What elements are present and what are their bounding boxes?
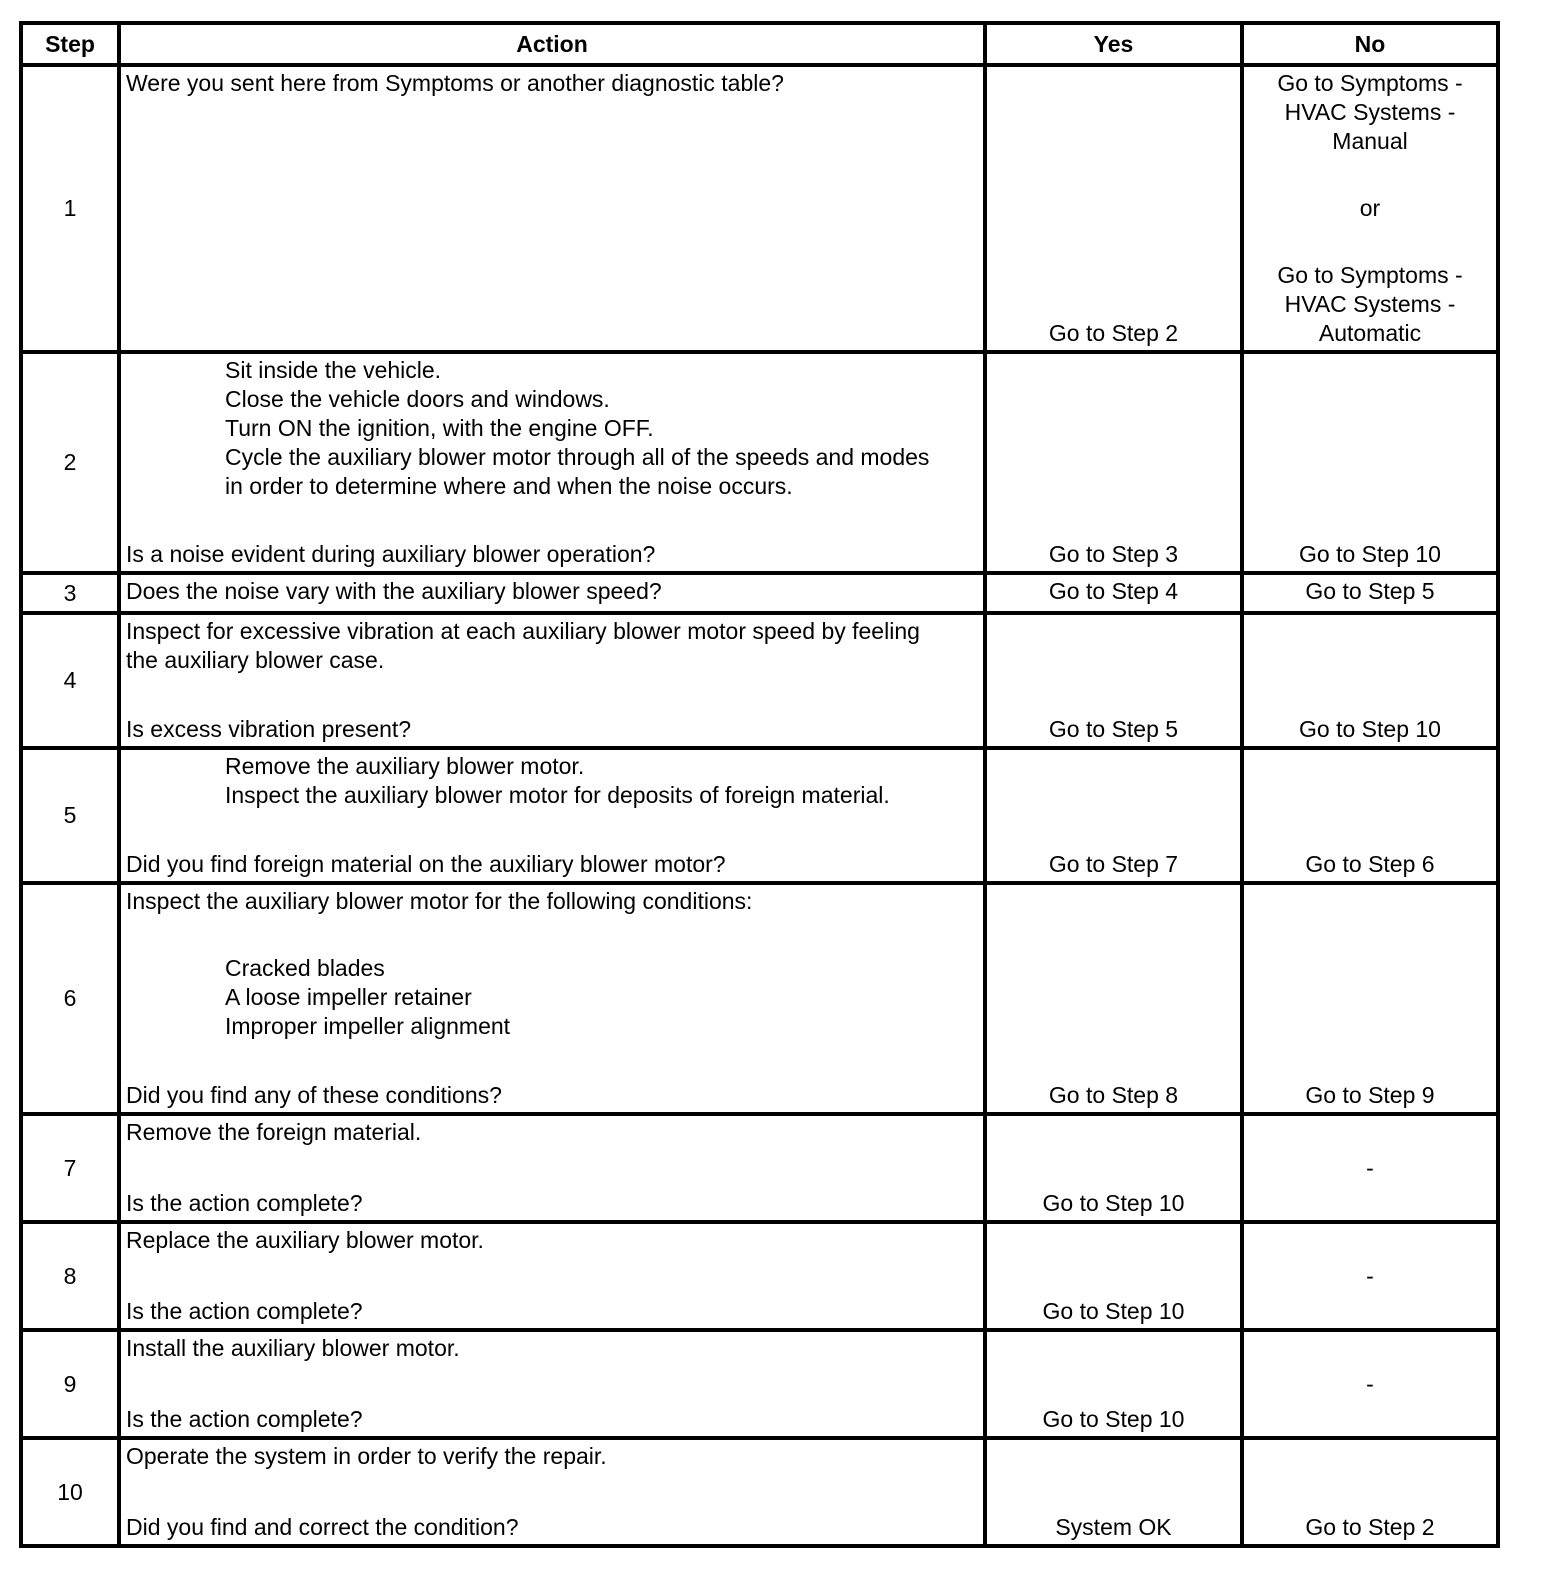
step-number: 7: [21, 1114, 119, 1222]
yes-link[interactable]: Go to Step 7: [1048, 851, 1179, 877]
yes-cell: [985, 748, 1242, 883]
action-cell: [119, 613, 985, 748]
table-row: [21, 748, 1498, 883]
action-text: Were you sent here from Symptoms or another diagnostic table?: [126, 70, 784, 96]
yes-link[interactable]: Go to Step 3: [1048, 541, 1179, 567]
no-link[interactable]: Go to Step 2: [1305, 1514, 1435, 1540]
yes-link[interactable]: Go to Step 10: [1042, 1298, 1185, 1324]
question-text: Is the action complete?: [126, 1190, 363, 1216]
action-text: Remove the foreign material.: [126, 1119, 422, 1145]
no-dash: -: [1366, 1262, 1374, 1289]
no-link[interactable]: Go to Symptoms - HVAC Systems - Automatic: [1277, 262, 1463, 346]
step-number: 4: [21, 613, 119, 748]
no-link[interactable]: Go to Step 9: [1305, 1082, 1435, 1108]
action-cell: [119, 1330, 985, 1438]
step-number: 10: [21, 1438, 119, 1546]
header-step: Step: [21, 23, 119, 65]
action-cell: [119, 748, 985, 883]
table-row: [21, 1114, 1498, 1222]
no-dash: -: [1366, 1154, 1374, 1181]
question-text: Is the action complete?: [126, 1298, 363, 1324]
no-cell: [1242, 573, 1498, 613]
yes-cell: [985, 883, 1242, 1114]
action-text: Install the auxiliary blower motor.: [126, 1335, 460, 1361]
action-cell: [119, 65, 985, 352]
no-link[interactable]: Go to Step 10: [1299, 541, 1441, 567]
yes-cell: [985, 1222, 1242, 1330]
table-row: [21, 883, 1498, 1114]
yes-link[interactable]: Go to Step 10: [1042, 1406, 1185, 1432]
bullet-item: A loose impeller retainer: [225, 984, 472, 1010]
action-cell: [119, 1438, 985, 1546]
bullet-item: Inspect the auxiliary blower motor for deposits of foreign material.: [225, 782, 890, 808]
yes-cell: [985, 65, 1242, 352]
no-cell: [1242, 1222, 1498, 1330]
yes-link[interactable]: Go to Step 5: [1048, 716, 1179, 742]
yes-link[interactable]: Go to Step 8: [1048, 1082, 1179, 1108]
header-yes: Yes: [985, 23, 1242, 65]
no-cell: [1242, 1330, 1498, 1438]
action-cell: [119, 1222, 985, 1330]
question-text: Does the noise vary with the auxiliary blower speed?: [126, 578, 662, 604]
action-text: Inspect the auxiliary blower motor for the following conditions:: [126, 888, 753, 914]
bullet-item: Improper impeller alignment: [225, 1013, 511, 1039]
yes-cell: [985, 1330, 1242, 1438]
bullet-item: Remove the auxiliary blower motor.: [225, 753, 585, 779]
no-cell: [1242, 613, 1498, 748]
question-text: Is excess vibration present?: [126, 716, 412, 742]
step-number: 3: [21, 573, 119, 613]
table-row: [21, 65, 1498, 352]
no-cell: [1242, 65, 1498, 352]
step-number: 5: [21, 748, 119, 883]
bullet-item: Turn ON the ignition, with the engine OFF.: [225, 415, 654, 441]
question-text: Is the action complete?: [126, 1406, 363, 1432]
no-link[interactable]: Go to Step 10: [1299, 716, 1441, 742]
yes-cell: [985, 613, 1242, 748]
table-row: [21, 1438, 1498, 1546]
action-cell: [119, 883, 985, 1114]
no-cell: [1242, 748, 1498, 883]
step-number: 9: [21, 1330, 119, 1438]
step-number: 8: [21, 1222, 119, 1330]
no-cell: [1242, 883, 1498, 1114]
table-row: [21, 1222, 1498, 1330]
header-row: [21, 23, 1498, 65]
bullet-item: Sit inside the vehicle.: [225, 357, 442, 383]
bullet-item: in order to determine where and when the noise occurs.: [225, 473, 793, 499]
action-cell: [119, 573, 985, 613]
no-cell: [1242, 1438, 1498, 1546]
step-number: 2: [21, 352, 119, 573]
table-row: [21, 613, 1498, 748]
yes-link[interactable]: Go to Step 2: [1048, 320, 1179, 346]
header-no: No: [1242, 23, 1498, 65]
yes-link[interactable]: Go to Step 10: [1042, 1190, 1185, 1216]
diagnostic-table-container: [19, 21, 1500, 1548]
step-number: 1: [21, 65, 119, 352]
diagnostic-table: [19, 21, 1500, 1548]
action-text: Inspect for excessive vibration at each auxiliary blower motor speed by feeling: [126, 618, 920, 644]
action-text: Operate the system in order to verify the repair.: [126, 1443, 607, 1469]
no-link[interactable]: Go to Step 6: [1305, 851, 1435, 877]
bullet-item: Cycle the auxiliary blower motor through all of the speeds and modes: [225, 444, 930, 470]
question-text: Did you find any of these conditions?: [126, 1082, 502, 1108]
question-text: Did you find foreign material on the auxiliary blower motor?: [126, 851, 726, 877]
action-cell: [119, 1114, 985, 1222]
yes-result[interactable]: System OK: [1055, 1514, 1172, 1540]
table-row: [21, 1330, 1498, 1438]
question-text: Is a noise evident during auxiliary blower operation?: [126, 541, 656, 567]
question-text: Did you find and correct the condition?: [126, 1514, 519, 1540]
table-row: [21, 573, 1498, 613]
no-cell: [1242, 1114, 1498, 1222]
action-cell: [119, 352, 985, 573]
bullet-item: Close the vehicle doors and windows.: [225, 386, 610, 412]
yes-cell: [985, 1438, 1242, 1546]
yes-cell: [985, 1114, 1242, 1222]
no-cell: [1242, 352, 1498, 573]
no-link[interactable]: Go to Symptoms - HVAC Systems - Manual: [1277, 70, 1463, 154]
step-number: 6: [21, 883, 119, 1114]
no-or-text: or: [1359, 195, 1381, 221]
no-link[interactable]: Go to Step 5: [1305, 578, 1435, 604]
bullet-item: Cracked blades: [225, 955, 385, 981]
action-text: the auxiliary blower case.: [126, 647, 385, 673]
no-dash: -: [1366, 1370, 1374, 1397]
header-action: Action: [119, 23, 985, 65]
yes-link[interactable]: Go to Step 4: [1048, 578, 1179, 604]
yes-cell: [985, 573, 1242, 613]
table-row: [21, 352, 1498, 573]
yes-cell: [985, 352, 1242, 573]
action-text: Replace the auxiliary blower motor.: [126, 1227, 484, 1253]
